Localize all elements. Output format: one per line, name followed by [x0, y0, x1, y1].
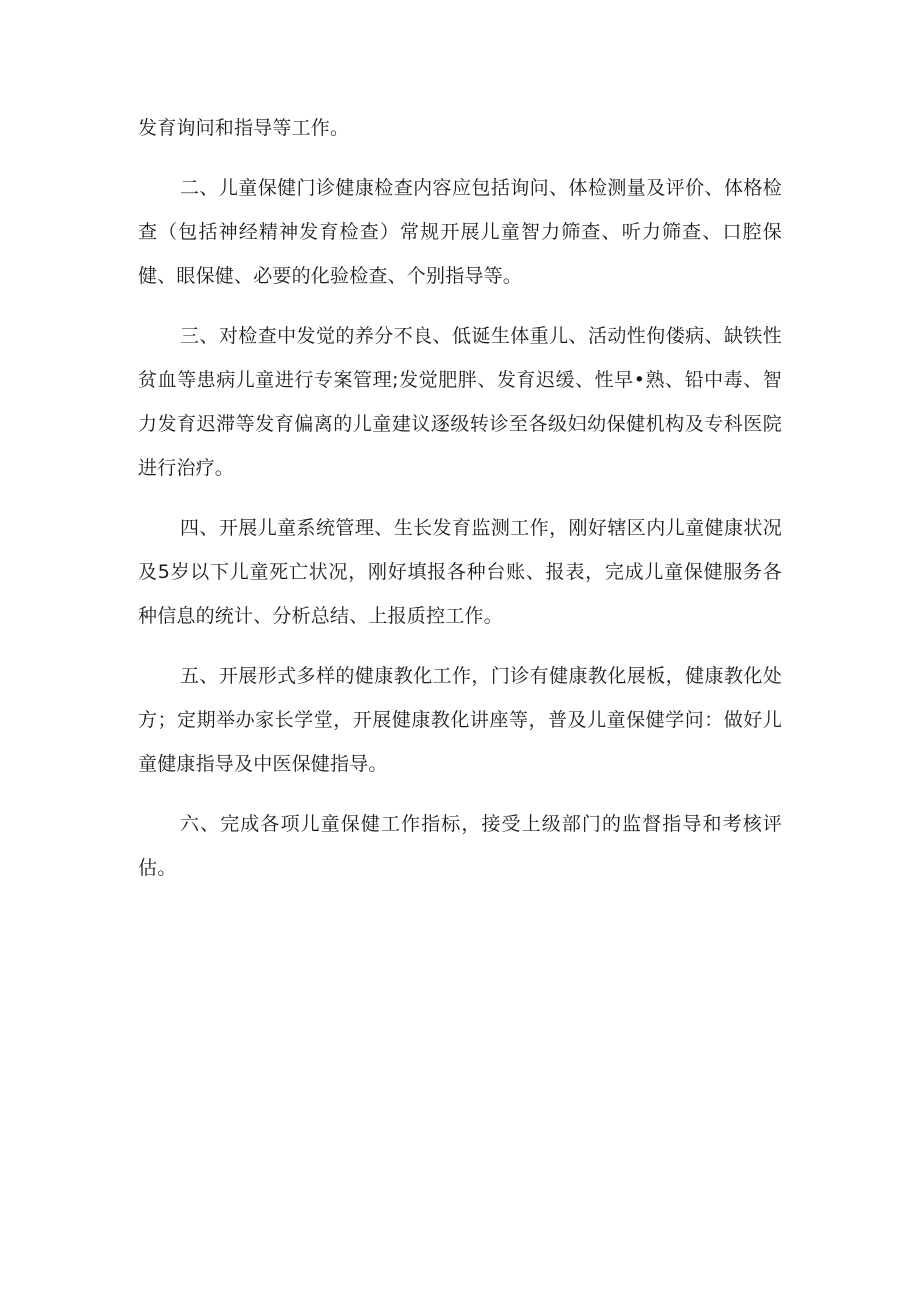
- document-page: [138, 106, 782, 906]
- paragraph-item-5: 五、开展形式多样的健康教化工作，门诊有健康教化展板，健康教化处方；定期举办家长学堂，开展健康教化讲座等，普及儿童保健学问：做好儿童健康指导及中医保健指导。: [138, 665, 782, 775]
- paragraph-item-4: 四、开展儿童系统管理、生长发育监测工作，刚好辖区内儿童健康状况及5岁以下儿童死亡状况，刚好填报各种台账、报表，完成儿童保健服务各种信息的统计、分析总结、上报质控工作。: [138, 517, 782, 627]
- paragraph-item-3: 三、对检查中发觉的养分不良、低诞生体重儿、活动性佝偻病、缺铁性贫血等患病儿童进行专案管理;发觉肥胖、发育迟缓、性早•熟、铅中毒、智力发育迟滞等发育偏离的儿童建议逐级转诊至各级妇幼保健机构及专科医院进行治疗。: [138, 325, 782, 479]
- paragraph-continuation: 发育询问和指导等工作。: [138, 117, 350, 139]
- paragraph-item-6: 六、完成各项儿童保健工作指标，接受上级部门的监督指导和考核评估。: [138, 813, 782, 879]
- paragraph-item-2: 二、儿童保健门诊健康检查内容应包括询问、体检测量及评价、体格检查（包括神经精神发育检查）常规开展儿童智力筛查、听力筛查、口腔保健、眼保健、必要的化验检查、个别指导等。: [138, 177, 782, 287]
